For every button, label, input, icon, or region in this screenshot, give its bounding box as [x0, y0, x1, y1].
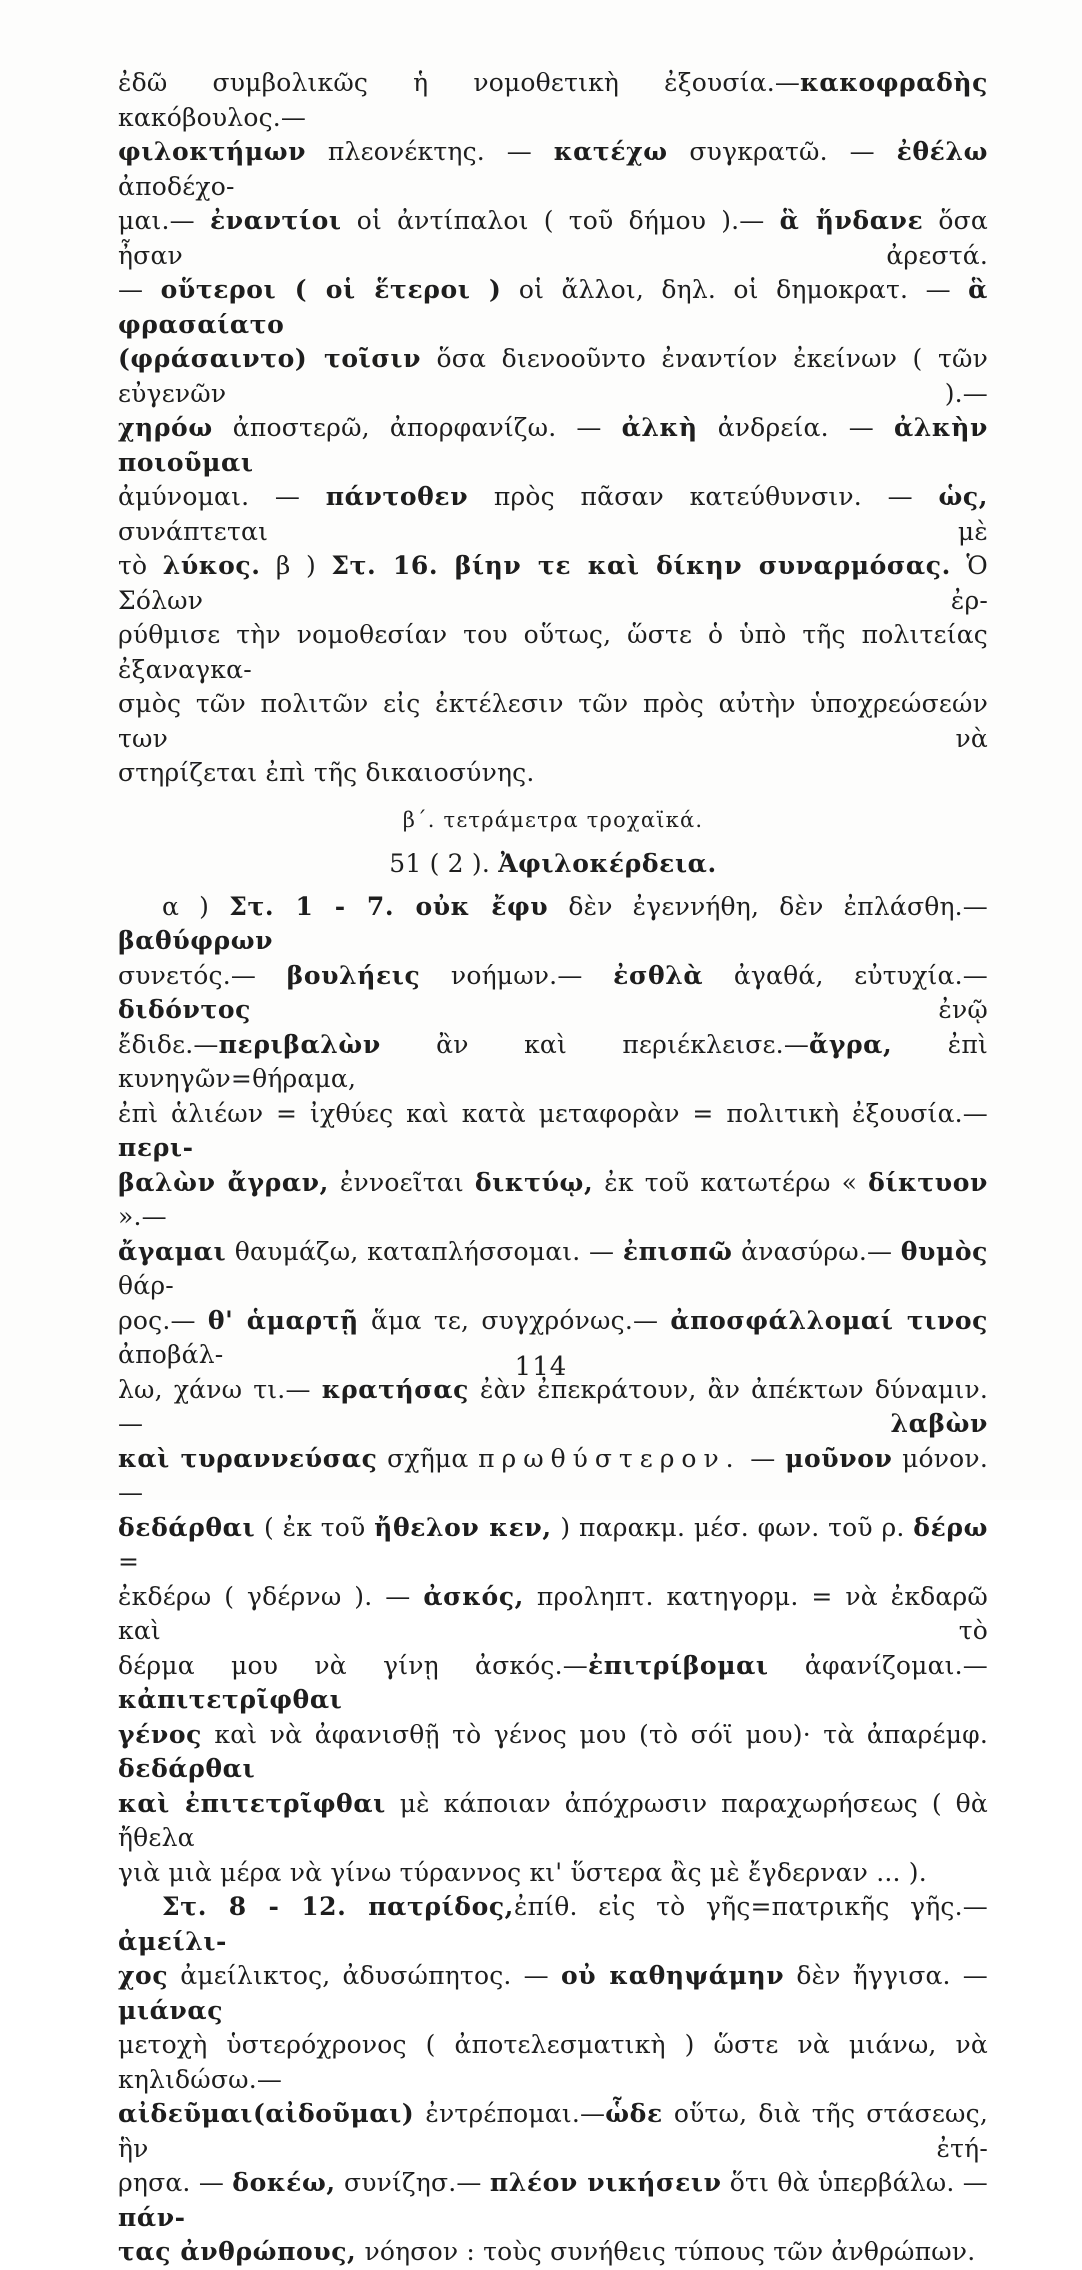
body-text — [118, 66, 988, 2270]
text-line: ρύθμισε τὴν νομοθεσίαν του οὕτως, ὥστε ὁ ὑπὸ τῆς πολιτείας ἐξαναγκα- — [118, 620, 988, 684]
text-line: χηρόω ἀποστερῶ, ἀπορφανίζω. — ἀλκὴ ἀνδρεία. — ἀλκὴν ποιοῦμαι — [118, 413, 988, 477]
text-line: λω, χάνω τι.— κρατήσας ἐὰν ἐπεκράτουν, ἂν ἀπέκτων δύναμιν.— λαβὼν — [118, 1374, 988, 1438]
text-line: τὸ λύκος. β ) Στ. 16. βίην τε καὶ δίκην συναρμόσας. Ὁ Σόλων ἐρ- — [118, 551, 988, 615]
text-line: χος ἀμείλικτος, ἀδυσώπητος. — οὐ καθηψάμην δὲν ἤγγισα. — μιάνας — [118, 1961, 988, 2025]
text-line: (φράσαιντο) τοῖσιν ὅσα διενοοῦντο ἐναντίον ἐκείνων ( τῶν εὐγενῶν ).— — [118, 344, 988, 408]
text-line: — οὕτεροι ( οἱ ἕτεροι ) οἱ ἄλλοι, δηλ. οἱ δημοκρατ. — ἃ φρασαίατο — [118, 275, 988, 339]
text-line: ἐκδέρω ( γδέρνω ). — ἀσκός, προληπτ. κατηγορμ. = νὰ ἐκδαρῶ καὶ τὸ — [118, 1581, 988, 1645]
text-line: ἐδῶ συμβολικῶς ἡ νομοθετικὴ ἐξουσία.—κακοφραδὴς κακόβουλος.— — [118, 68, 988, 132]
text-line: ἐπὶ ἁλιέων = ἰχθύες καὶ κατὰ μεταφορὰν = πολιτικὴ ἐξουσία.— περι- — [118, 1098, 988, 1162]
text-line: α ) Στ. 1 - 7. οὐκ ἔφυ δὲν ἐγεννήθη, δὲν ἐπλάσθη.— βαθύφρων — [118, 891, 988, 955]
text-line: δέρμα μου νὰ γίνῃ ἀσκός.—ἐπιτρίβομαι ἀφανίζομαι.—κἀπιτετρῖφθαι — [118, 1650, 989, 1714]
text-line: μαι.— ἐναντίοι οἱ ἀντίπαλοι ( τοῦ δήμου ).— ἃ ἥνδανε ὅσα ἦσαν ἀρεστά. — [118, 206, 989, 270]
text-line: μετοχὴ ὑστερόχρονος ( ἀποτελεσματικὴ ) ὥστε νὰ μιάνω, νὰ κηλιδώσω.— — [118, 2030, 988, 2094]
text-line: γιὰ μιὰ μέρα νὰ γίνω τύραννος κι' ὕστερα ἂς μὲ ἔγδερναν ... ). — [118, 1857, 927, 1887]
text-line: Στ. 8 - 12. πατρίδος,ἐπίθ. εἰς τὸ γῆς=πατρικῆς γῆς.— ἀμείλι- — [118, 1892, 988, 1956]
text-line: φιλοκτήμων πλεονέκτης. — κατέχω συγκρατῶ. — ἐθέλω ἀποδέχο- — [118, 137, 988, 201]
text-line: σμὸς τῶν πολιτῶν εἰς ἐκτέλεσιν τῶν πρὸς αὐτὴν ὑποχρεώσεών των νὰ — [118, 689, 988, 753]
text-line: ρος.— θ' ἁμαρτῇ ἅμα τε, συγχρόνως.— ἀποσφάλλομαί τινος ἀποβάλ- — [118, 1305, 988, 1369]
text-line: ἀμύνομαι. — πάντοθεν πρὸς πᾶσαν κατεύθυνσιν. — ὡς, συνάπτεται μὲ — [118, 482, 988, 546]
text-line: ἄγαμαι θαυμάζω, καταπλήσσομαι. — ἐπισπῶ ἀνασύρω.— θυμὸς θάρ- — [118, 1236, 988, 1300]
text-line: στηρίζεται ἐπὶ τῆς δικαιοσύνης. — [118, 758, 535, 787]
section-heading: β΄. τετράμετρα τροχαϊκά. — [402, 807, 704, 832]
page-number: 114 — [514, 1352, 568, 1382]
text-line: γένος καὶ νὰ ἀφανισθῇ τὸ γένος μου (τὸ σόϊ μου)· τὰ ἀπαρέμφ. δεδάρθαι — [118, 1719, 988, 1783]
text-line: συνετός.— βουλήεις νοήμων.— ἐσθλὰ ἀγαθά, εὐτυχία.— διδόντος ἐνῷ — [118, 960, 988, 1024]
text-line: βαλὼν ἄγραν, ἐννοεῖται δικτύῳ, ἐκ τοῦ κατωτέρω « δίκτυον ».— — [118, 1167, 988, 1231]
text-line: ἔδιδε.—περιβαλὼν ἂν καὶ περιέκλεισε.—ἄγρα, ἐπὶ κυνηγῶν=θήραμα, — [118, 1029, 988, 1093]
text-line: δεδάρθαι ( ἐκ τοῦ ἤθελον κεν, ) παρακμ. μέσ. φων. τοῦ ρ. δέρω = — [118, 1512, 988, 1576]
text-line: καὶ τυραννεύσας σχῆμα πρωθύστερον. — μοῦνον μόνον. — — [118, 1443, 988, 1507]
poem-title: 51 ( 2 ). Ἀφιλοκέρδεια. — [389, 849, 717, 878]
text-line: καὶ ἐπιτετρῖφθαι μὲ κάποιαν ἀπόχρωσιν παραχωρήσεως ( θὰ ἤθελα — [118, 1788, 988, 1852]
text-line: τας ἀνθρώπους, νόησον : τοὺς συνήθεις τύπους τῶν ἀνθρώπων. — [118, 2237, 976, 2266]
text-line: ρησα. — δοκέω, συνίζησ.— πλέον νικήσειν ὅτι θὰ ὑπερβάλω. — πάν- — [118, 2168, 988, 2232]
text-line: αἰδεῦμαι(αἰδοῦμαι) ἐντρέπομαι.—ὧδε οὕτω, διὰ τῆς στάσεως, ἣν ἐτή- — [118, 2099, 988, 2163]
